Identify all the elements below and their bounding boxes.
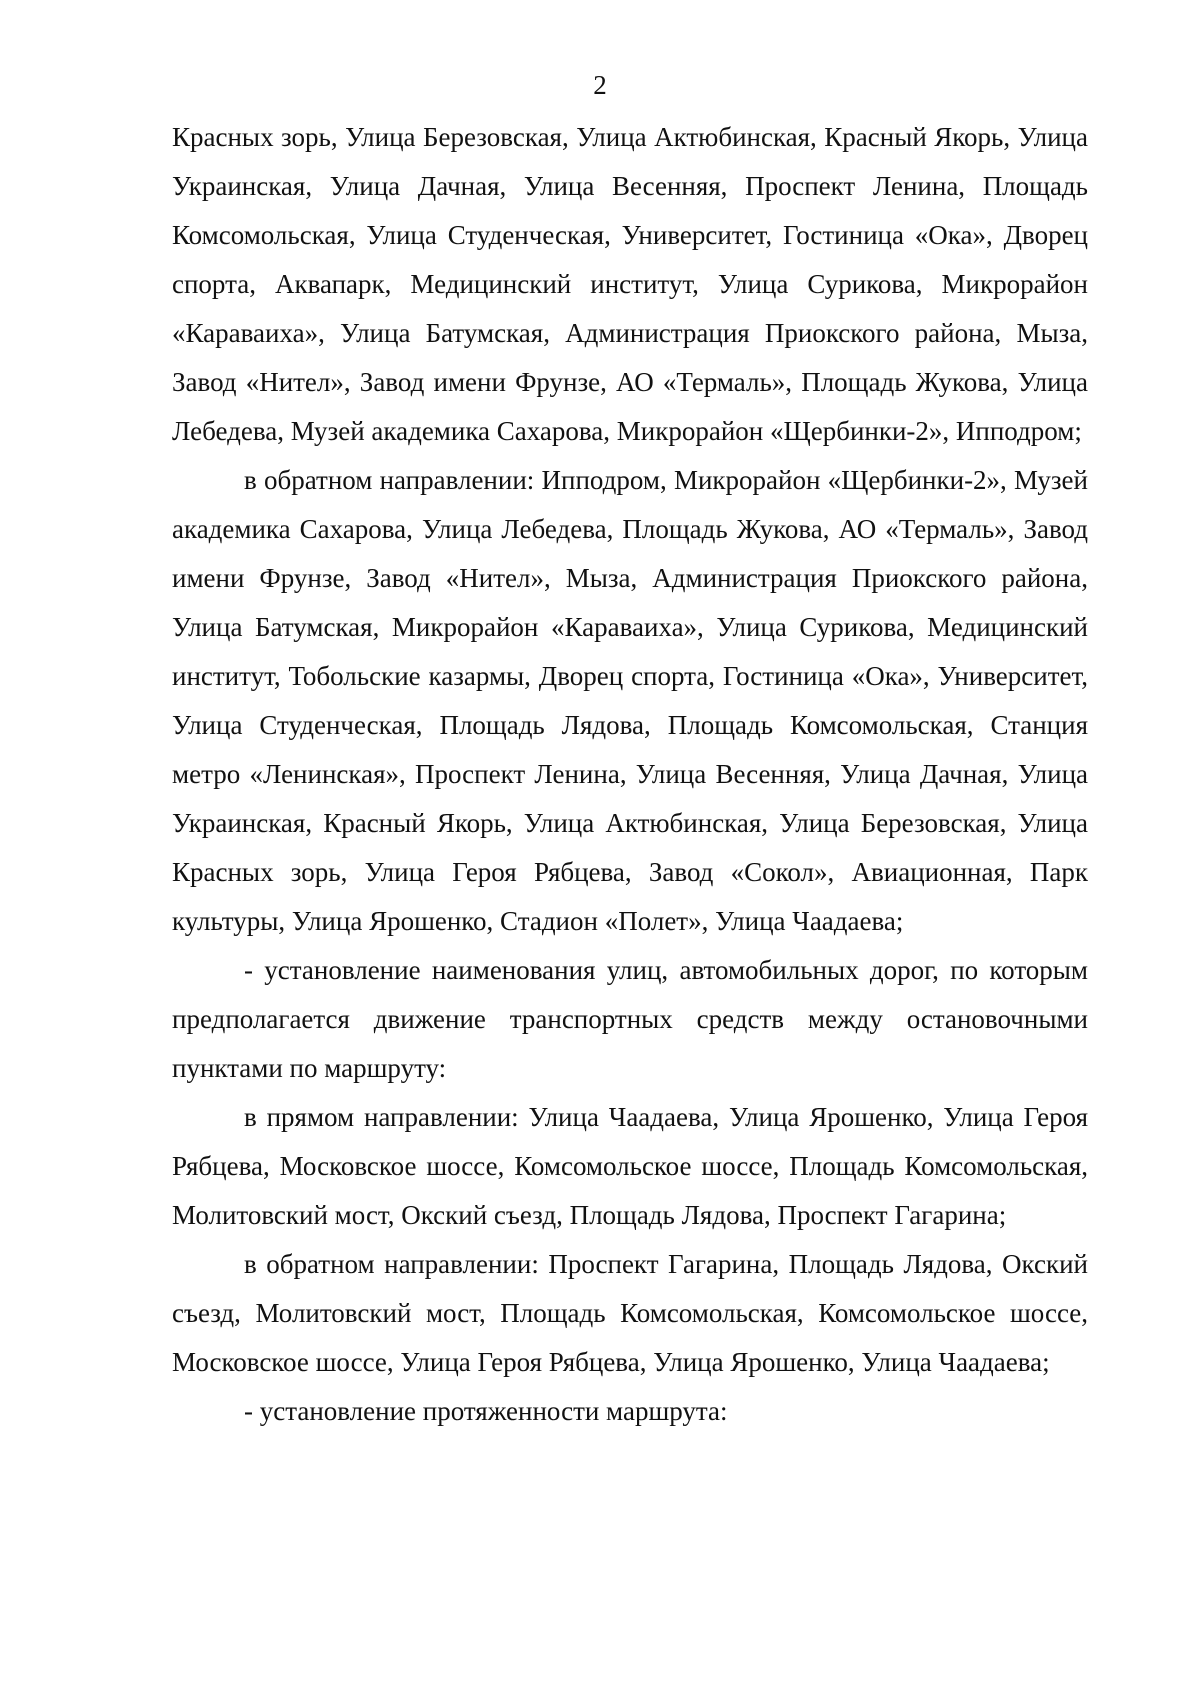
paragraph-route-length-heading: - установление протяженности маршрута: [244, 1396, 728, 1426]
paragraph-reverse-streets: в обратном направлении: Проспект Гагарина, Площадь Лядова, Окский съезд, Молитовский мост, Площадь Комсомольская, Комсомольское шоссе, Московское шоссе, Улица Героя Рябцева, Улица Ярошенко, Улица Чаадаева; [172, 1249, 1088, 1377]
page-number: 2 [593, 70, 607, 100]
paragraph-reverse-stops: в обратном направлении: Ипподром, Микрорайон «Щербинки-2», Музей академика Сахарова, Улица Лебедева, Площадь Жукова, АО «Термаль», Завод имени Фрунзе, Завод «Нител», Мыза, Администрация Приокского района, Улица Батумская, Микрорайон «Караваиха», Улица Сурикова, Медицинский институт, Тобольские казармы, Дворец спорта, Гостиница «Ока», Университет, Улица Студенческая, Площадь Лядова, Площадь Комсомольская, Станция метро «Ленинская», Проспект Ленина, Улица Весенняя, Улица Дачная, Улица Украинская, Красный Якорь, Улица Актюбинская, Улица Березовская, Улица Красных зорь, Улица Героя Рябцева, Завод «Сокол», Авиационная, Парк культуры, Улица Ярошенко, Стадион «Полет», Улица Чаадаева; [172, 465, 1088, 936]
paragraph-forward-streets: в прямом направлении: Улица Чаадаева, Улица Ярошенко, Улица Героя Рябцева, Московское шоссе, Комсомольское шоссе, Площадь Комсомольская, Молитовский мост, Окский съезд, Площадь Лядова, Проспект Гагарина; [172, 1102, 1088, 1230]
paragraph-street-names-heading: - установление наименования улиц, автомобильных дорог, по которым предполагается движение транспортных средств между остановочными пунктами по маршруту: [172, 955, 1088, 1083]
paragraph-forward-stops-continued: Красных зорь, Улица Березовская, Улица Актюбинская, Красный Якорь, Улица Украинская, Улица Дачная, Улица Весенняя, Проспект Ленина, Площадь Комсомольская, Улица Студенческая, Университет, Гостиница «Ока», Дворец спорта, Аквапарк, Медицинский институт, Улица Сурикова, Микрорайон «Караваиха», Улица Батумская, Администрация Приокского района, Мыза, Завод «Нител», Завод имени Фрунзе, АО «Термаль», Площадь Жукова, Улица Лебедева, Музей академика Сахарова, Микрорайон «Щербинки-2», Ипподром; [172, 122, 1088, 446]
document-body [172, 113, 1088, 1436]
